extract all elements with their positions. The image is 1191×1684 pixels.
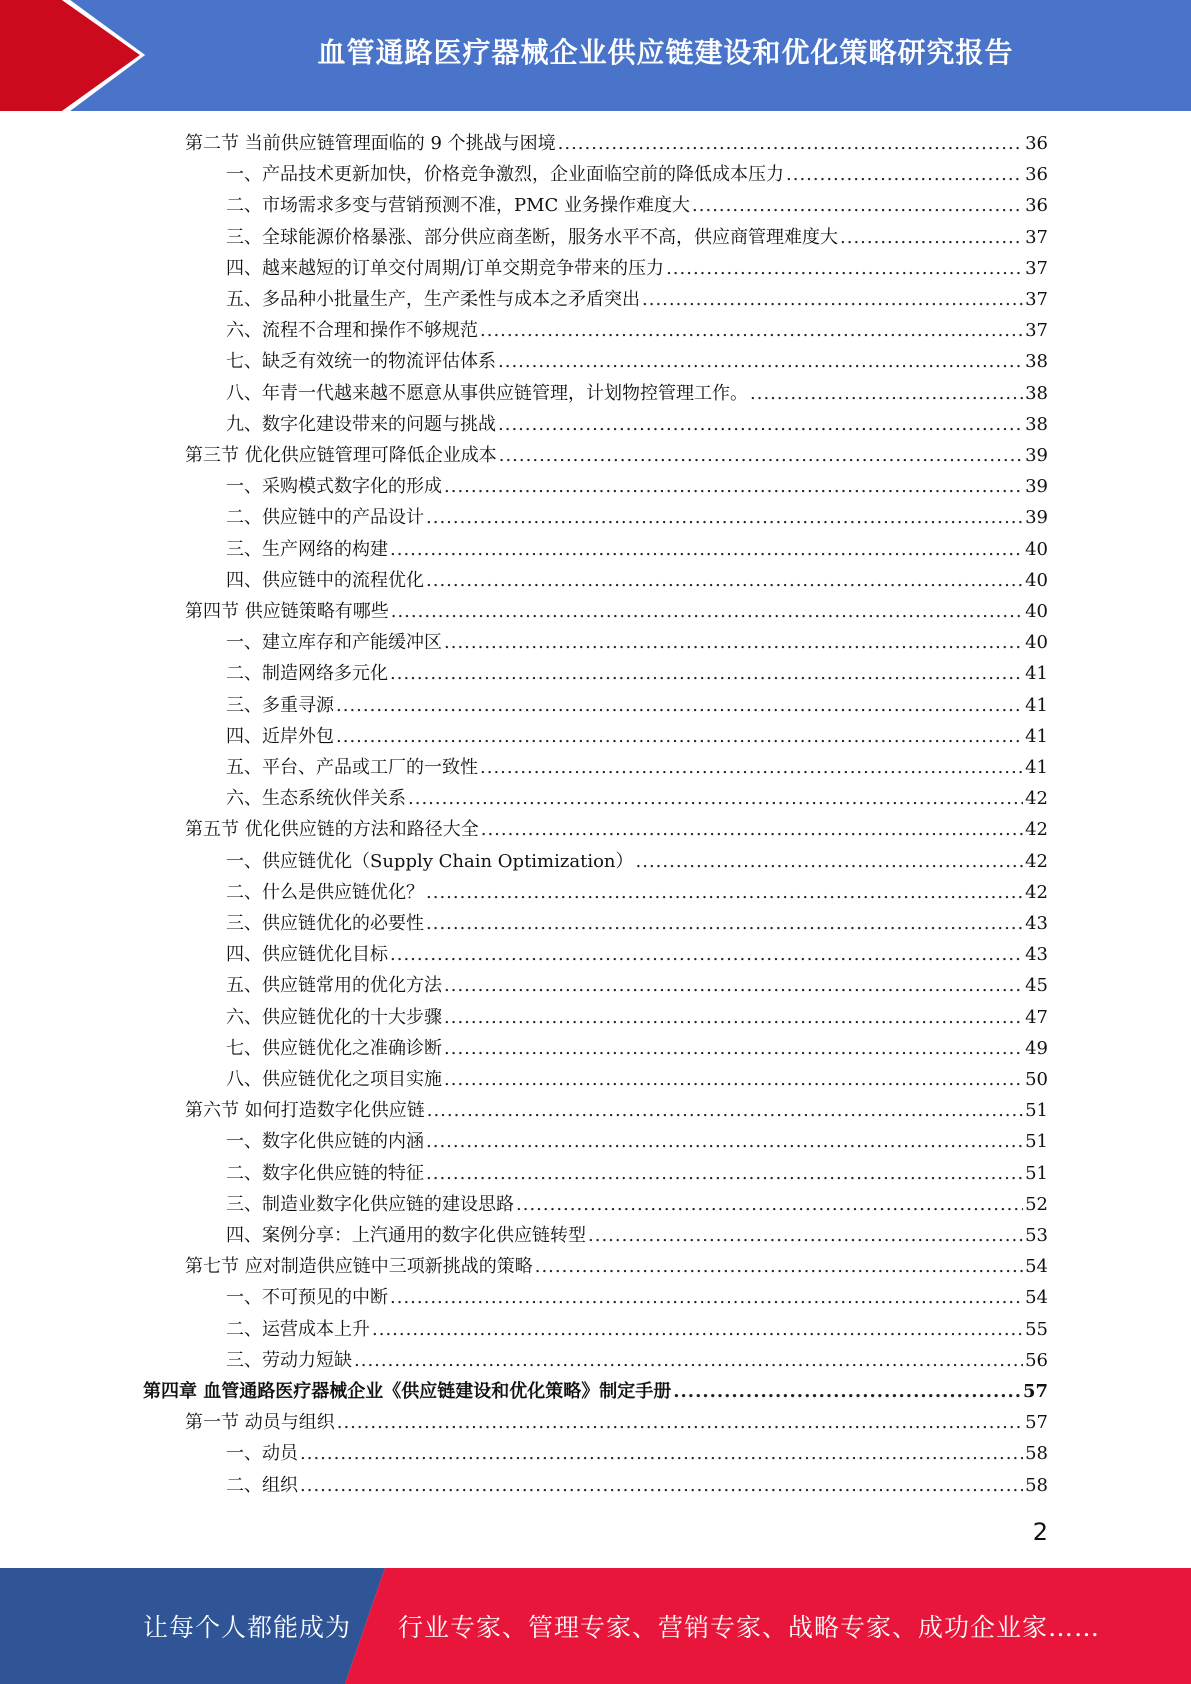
toc-entry-title: 三、多重寻源 <box>226 695 334 716</box>
toc-entry-item[interactable] <box>226 534 1048 565</box>
toc-leader-dots <box>354 1345 1023 1376</box>
toc-entry-page: 54 <box>1025 1256 1048 1277</box>
toc-entry-page: 57 <box>1022 1381 1048 1402</box>
toc-entry-item[interactable] <box>226 783 1048 814</box>
toc-entry-title: 四、案例分享：上汽通用的数字化供应链转型 <box>226 1225 586 1246</box>
toc-leader-dots <box>390 658 1023 689</box>
toc-entry-page: 37 <box>1025 289 1048 310</box>
toc-entry-title: 三、供应链优化的必要性 <box>226 913 424 934</box>
toc-leader-dots <box>336 690 1023 721</box>
toc-entry-title: 七、供应链优化之准确诊断 <box>226 1038 442 1059</box>
toc-entry-title: 七、缺乏有效统一的物流评估体系 <box>226 351 496 372</box>
toc-entry-title: 二、什么是供应链优化？ <box>226 882 424 903</box>
toc-entry-page: 45 <box>1025 975 1048 996</box>
toc-entry-page: 38 <box>1025 414 1048 435</box>
toc-entry-title: 第五节 优化供应链的方法和路径大全 <box>185 819 479 840</box>
toc-entry-page: 42 <box>1025 882 1048 903</box>
toc-entry-page: 41 <box>1025 695 1048 716</box>
toc-entry-page: 37 <box>1025 258 1048 279</box>
toc-entry-title: 四、供应链优化目标 <box>226 944 388 965</box>
toc-entry-title: 第六节 如何打造数字化供应链 <box>185 1100 425 1121</box>
toc-entry-item[interactable] <box>226 627 1048 658</box>
toc-leader-dots <box>535 1251 1023 1282</box>
toc-entry-page: 57 <box>1025 1412 1048 1433</box>
report-title: 血管通路医疗器械企业供应链建设和优化策略研究报告 <box>317 36 1014 69</box>
toc-entry-page: 40 <box>1025 570 1048 591</box>
toc-entry-section[interactable] <box>185 1407 1048 1438</box>
toc-entry-title: 六、生态系统伙伴关系 <box>226 788 406 809</box>
toc-entry-title: 三、生产网络的构建 <box>226 539 388 560</box>
toc-entry-title: 第三节 优化供应链管理可降低企业成本 <box>185 445 497 466</box>
toc-entry-item[interactable] <box>226 502 1048 533</box>
toc-entry-page: 50 <box>1025 1069 1048 1090</box>
toc-entry-item[interactable] <box>226 690 1048 721</box>
toc-entry-page: 36 <box>1025 164 1048 185</box>
toc-entry-title: 二、组织 <box>226 1475 298 1496</box>
toc-entry-page: 38 <box>1025 351 1048 372</box>
toc-leader-dots <box>426 565 1023 596</box>
toc-entry-page: 41 <box>1025 726 1048 747</box>
toc-entry-section[interactable] <box>185 1251 1048 1282</box>
toc-entry-item[interactable] <box>226 846 1048 877</box>
toc-leader-dots <box>426 1126 1023 1157</box>
toc-entry-title: 一、不可预见的中断 <box>226 1287 388 1308</box>
toc-entry-page: 42 <box>1025 788 1048 809</box>
toc-leader-dots <box>426 502 1023 533</box>
toc-leader-dots <box>336 721 1023 752</box>
toc-entry-page: 43 <box>1025 944 1048 965</box>
toc-entry-title: 三、制造业数字化供应链的建设思路 <box>226 1194 514 1215</box>
toc-leader-dots <box>636 846 1024 877</box>
toc-leader-dots <box>499 440 1023 471</box>
toc-leader-dots <box>444 627 1023 658</box>
page-footer <box>0 1568 1191 1684</box>
toc-entry-page: 42 <box>1025 851 1048 872</box>
toc-entry-item[interactable] <box>226 752 1048 783</box>
toc-entry-page: 39 <box>1025 476 1048 497</box>
toc-leader-dots <box>372 1314 1023 1345</box>
toc-leader-dots <box>444 1064 1023 1095</box>
toc-leader-dots <box>516 1189 1023 1220</box>
toc-entry-item[interactable] <box>226 565 1048 596</box>
toc-entry-title: 第四章 血管通路医疗器械企业《供应链建设和优化策略》制定手册 <box>143 1381 672 1402</box>
toc-leader-dots <box>498 346 1023 377</box>
toc-leader-dots <box>408 783 1023 814</box>
toc-leader-dots <box>427 1095 1023 1126</box>
toc-entry-section[interactable] <box>185 128 1048 159</box>
toc-leader-dots <box>840 222 1023 253</box>
toc-leader-dots <box>444 1033 1023 1064</box>
toc-leader-dots <box>786 159 1023 190</box>
toc-entry-page: 51 <box>1025 1131 1048 1152</box>
toc-leader-dots <box>480 752 1023 783</box>
toc-entry-item[interactable] <box>226 1470 1048 1501</box>
toc-leader-dots <box>444 471 1023 502</box>
toc-entry-page: 55 <box>1025 1319 1048 1340</box>
toc-entry-item[interactable] <box>226 1002 1048 1033</box>
toc-entry-title: 五、平台、产品或工厂的一致性 <box>226 757 478 778</box>
toc-entry-item[interactable] <box>226 1064 1048 1095</box>
toc-entry-page: 40 <box>1025 632 1048 653</box>
toc-entry-page: 58 <box>1025 1475 1048 1496</box>
toc-leader-dots <box>337 1407 1023 1438</box>
toc-entry-item[interactable] <box>226 658 1048 689</box>
toc-entry-title: 五、多品种小批量生产，生产柔性与成本之矛盾突出 <box>226 289 640 310</box>
toc-leader-dots <box>480 315 1023 346</box>
toc-entry-section[interactable] <box>185 596 1048 627</box>
toc-entry-item[interactable] <box>226 284 1048 315</box>
toc-entry-title: 二、运营成本上升 <box>226 1319 370 1340</box>
toc-entry-title: 三、全球能源价格暴涨、部分供应商垄断，服务水平不高，供应商管理难度大 <box>226 227 838 248</box>
toc-entry-title: 八、年青一代越来越不愿意从事供应链管理，计划物控管理工作。 <box>226 383 748 404</box>
toc-entry-item[interactable] <box>226 1126 1048 1157</box>
toc-entry-item[interactable] <box>226 346 1048 377</box>
toc-entry-page: 36 <box>1025 133 1048 154</box>
toc-leader-dots <box>300 1438 1023 1469</box>
toc-entry-page: 47 <box>1025 1007 1048 1028</box>
toc-entry-page: 56 <box>1025 1350 1048 1371</box>
toc-entry-title: 四、越来越短的订单交付周期/订单交期竞争带来的压力 <box>226 258 665 279</box>
toc-entry-item[interactable] <box>226 1189 1048 1220</box>
page-number: 2 <box>1032 1518 1048 1546</box>
toc-entry-page: 39 <box>1025 507 1048 528</box>
toc-entry-page: 37 <box>1025 320 1048 341</box>
toc-leader-dots <box>390 534 1023 565</box>
toc-entry-title: 一、供应链优化（Supply Chain Optimization） <box>226 851 634 872</box>
toc-leader-dots <box>390 1282 1023 1313</box>
toc-entry-title: 八、供应链优化之项目实施 <box>226 1069 442 1090</box>
toc-entry-page: 43 <box>1025 913 1048 934</box>
toc-entry-page: 52 <box>1025 1194 1048 1215</box>
toc-entry-title: 二、市场需求多变与营销预测不准，PMC 业务操作难度大 <box>226 195 691 216</box>
toc-entry-page: 51 <box>1025 1100 1048 1121</box>
toc-entry-title: 第一节 动员与组织 <box>185 1412 335 1433</box>
toc-entry-title: 一、动员 <box>226 1443 298 1464</box>
toc-entry-page: 54 <box>1025 1287 1048 1308</box>
toc-entry-title: 五、供应链常用的优化方法 <box>226 975 442 996</box>
toc-entry-page: 39 <box>1025 445 1048 466</box>
toc-entry-title: 一、建立库存和产能缓冲区 <box>226 632 442 653</box>
toc-entry-item[interactable] <box>226 1033 1048 1064</box>
toc-leader-dots <box>558 128 1023 159</box>
toc-leader-dots <box>750 378 1023 409</box>
toc-entry-page: 40 <box>1025 601 1048 622</box>
toc-entry-item[interactable] <box>226 908 1048 939</box>
toc-entry-page: 42 <box>1025 819 1048 840</box>
toc-entry-title: 第四节 供应链策略有哪些 <box>185 601 389 622</box>
toc-entry-page: 38 <box>1025 383 1048 404</box>
toc-entry-title: 四、近岸外包 <box>226 726 334 747</box>
footer-slogan-right: 行业专家、管理专家、营销专家、战略专家、成功企业家…… <box>398 1613 1101 1642</box>
toc-entry-item[interactable] <box>226 939 1048 970</box>
toc-entry-item[interactable] <box>226 253 1048 284</box>
toc-leader-dots <box>444 970 1023 1001</box>
toc-entry-item[interactable] <box>226 378 1048 409</box>
toc-leader-dots <box>692 190 1023 221</box>
toc-entry-title: 第二节 当前供应链管理面临的 9 个挑战与困境 <box>185 133 556 154</box>
toc-entry-title: 一、产品技术更新加快，价格竞争激烈，企业面临空前的降低成本压力 <box>226 164 784 185</box>
toc-entry-title: 二、供应链中的产品设计 <box>226 507 424 528</box>
toc-entry-page: 53 <box>1025 1225 1048 1246</box>
toc-entry-page: 51 <box>1025 1163 1048 1184</box>
toc-entry-title: 九、数字化建设带来的问题与挑战 <box>226 414 496 435</box>
toc-entry-section[interactable] <box>185 814 1048 845</box>
toc-entry-item[interactable] <box>226 222 1048 253</box>
toc-entry-title: 第七节 应对制造供应链中三项新挑战的策略 <box>185 1256 533 1277</box>
toc-entry-item[interactable] <box>226 1314 1048 1345</box>
toc-leader-dots <box>391 596 1023 627</box>
toc-leader-dots <box>426 1158 1023 1189</box>
toc-entry-item[interactable] <box>226 1158 1048 1189</box>
toc-entry-page: 58 <box>1025 1443 1048 1464</box>
toc-entry-item[interactable] <box>226 190 1048 221</box>
toc-entry-page: 41 <box>1025 663 1048 684</box>
toc-entry-title: 一、数字化供应链的内涵 <box>226 1131 424 1152</box>
toc-entry-item[interactable] <box>226 970 1048 1001</box>
toc-entry-item[interactable] <box>226 877 1048 908</box>
toc-entry-item[interactable] <box>226 721 1048 752</box>
toc-entry-item[interactable] <box>226 315 1048 346</box>
toc-leader-dots <box>673 1376 1021 1407</box>
toc-entry-title: 六、供应链优化的十大步骤 <box>226 1007 442 1028</box>
toc-entry-page: 41 <box>1025 757 1048 778</box>
toc-entry-title: 四、供应链中的流程优化 <box>226 570 424 591</box>
toc-leader-dots <box>300 1470 1023 1501</box>
toc-entry-title: 六、流程不合理和操作不够规范 <box>226 320 478 341</box>
toc-entry-page: 36 <box>1025 195 1048 216</box>
toc-entry-item[interactable] <box>226 1220 1048 1251</box>
toc-leader-dots <box>498 409 1023 440</box>
toc-entry-item[interactable] <box>226 409 1048 440</box>
toc-leader-dots <box>426 877 1023 908</box>
toc-entry-page: 40 <box>1025 539 1048 560</box>
toc-entry-item[interactable] <box>226 1438 1048 1469</box>
toc-entry-item[interactable] <box>226 471 1048 502</box>
toc-entry-title: 二、制造网络多元化 <box>226 663 388 684</box>
toc-entry-title: 二、数字化供应链的特征 <box>226 1163 424 1184</box>
footer-slogan-left: 让每个人都能成为 <box>143 1613 352 1642</box>
toc-leader-dots <box>588 1220 1023 1251</box>
toc-leader-dots <box>390 939 1023 970</box>
toc-entry-section[interactable] <box>185 440 1048 471</box>
toc-leader-dots <box>481 814 1023 845</box>
toc-leader-dots <box>426 908 1023 939</box>
toc-entry-title: 三、劳动力短缺 <box>226 1350 352 1371</box>
toc-leader-dots <box>642 284 1023 315</box>
toc-leader-dots <box>666 253 1023 284</box>
toc-entry-page: 37 <box>1025 227 1048 248</box>
toc-leader-dots <box>444 1002 1023 1033</box>
toc-entry-chapter[interactable] <box>143 1376 1048 1407</box>
toc-entry-title: 一、采购模式数字化的形成 <box>226 476 442 497</box>
toc-entry-section[interactable] <box>185 1095 1048 1126</box>
toc-entry-item[interactable] <box>226 159 1048 190</box>
toc-entry-item[interactable] <box>226 1282 1048 1313</box>
toc-entry-page: 49 <box>1025 1038 1048 1059</box>
page-header <box>0 0 1191 111</box>
toc-entry-item[interactable] <box>226 1345 1048 1376</box>
